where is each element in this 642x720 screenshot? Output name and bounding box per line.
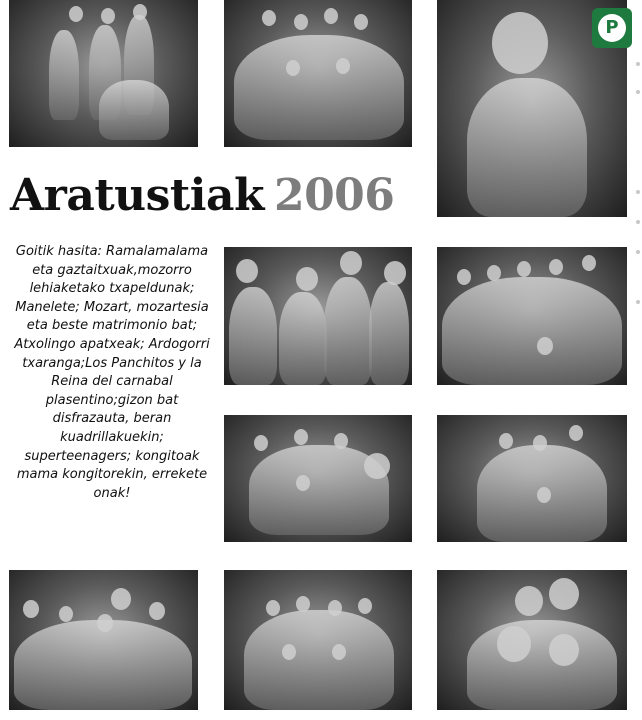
margin-dot xyxy=(636,300,640,304)
photo-row3-right xyxy=(437,415,627,542)
margin-dot xyxy=(636,190,640,194)
photo-bottom-right xyxy=(437,570,627,710)
margin-dot xyxy=(636,62,640,66)
page-title xyxy=(10,168,394,224)
photo-caption: Goitik hasita: Ramalamalama eta gaztaitxuak,mozorro lehiaketako txapeldunak; Manelete; Mozart, mozartesia eta beste matrimonio bat; Atxolingo apatxeak; Ardogorri txaranga;Los Panchitos y la Reina del carnabal plasentino;gizon bat disfrazauta, beran kuadrillakuekin; superteenagers; kongitoak mama kongitorekin, errekete onak! xyxy=(14,244,210,501)
margin-dot xyxy=(636,220,640,224)
photo-top-middle xyxy=(224,0,412,147)
photo-row3-middle xyxy=(224,415,412,542)
title-text: Aratustiak xyxy=(10,170,264,221)
photo-row2-right xyxy=(437,247,627,385)
photo-bottom-left xyxy=(9,570,198,710)
logo-letter: P xyxy=(605,17,619,38)
photo-row2-middle xyxy=(224,247,412,385)
margin-dot xyxy=(636,90,640,94)
logo-ring xyxy=(598,14,626,42)
photo-top-left xyxy=(9,0,198,147)
title-year: 2006 xyxy=(273,170,395,221)
photo-bottom-middle xyxy=(224,570,412,710)
margin-dot xyxy=(636,250,640,254)
publisher-logo xyxy=(592,8,632,48)
